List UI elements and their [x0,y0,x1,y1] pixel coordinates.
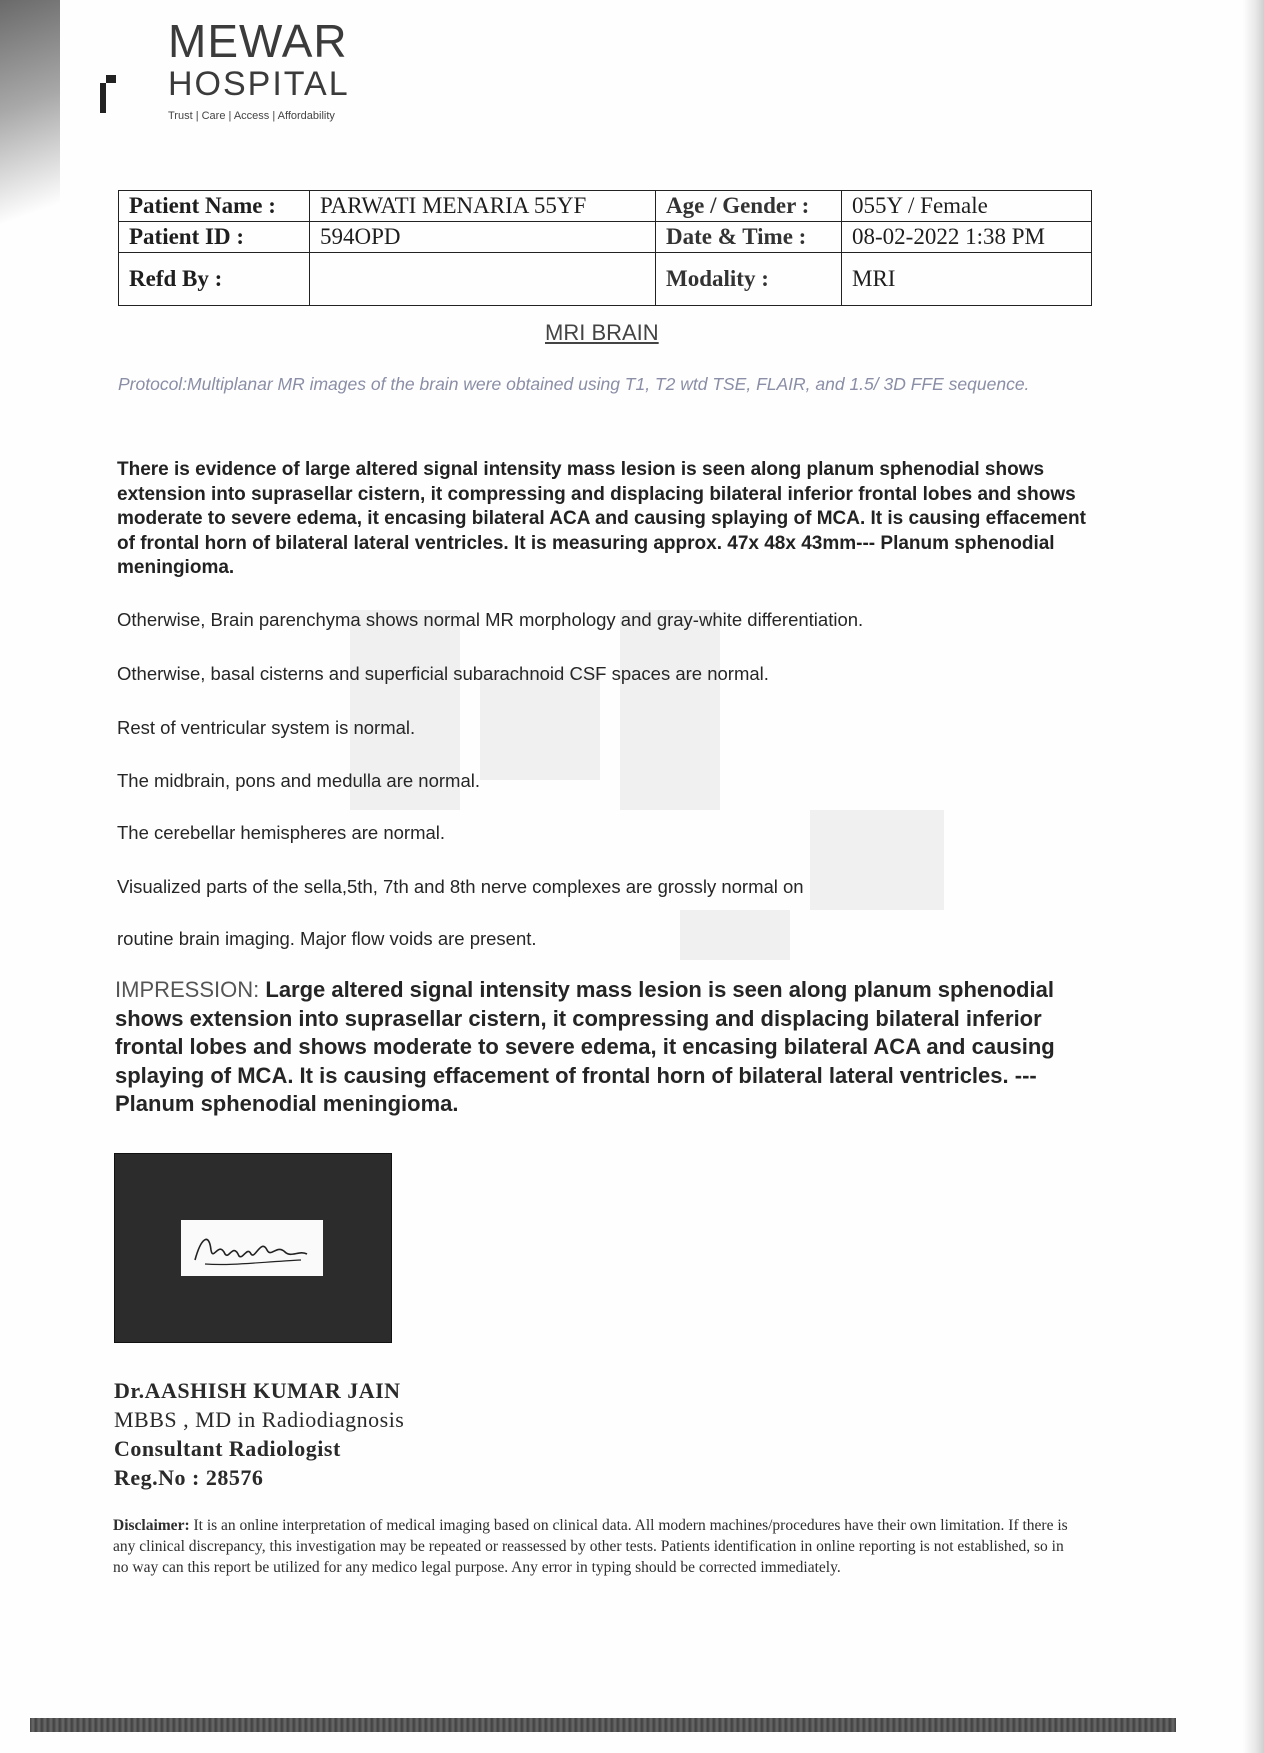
doctor-degree: MBBS , MD in Radiodiagnosis [114,1407,405,1432]
impression-text: Large altered signal intensity mass lesion is seen along planum sphenodial shows extension into suprasellar cistern, it compressing and displacing bilateral inferior frontal lobes and shows moderate to severe edema, it encasing bilateral ACA and causing splaying of MCA. It is causing effacement of frontal horn of bilateral lateral ventricles. --- Planum sphenodial meningioma. [115,977,1055,1116]
scan-bottom-band [30,1718,1176,1732]
finding-line: Visualized parts of the sella,5th, 7th and 8th nerve complexes are grossly normal on [117,876,804,897]
finding-line: Otherwise, basal cisterns and superficial subarachnoid CSF spaces are normal. [117,663,769,684]
findings-paragraph: There is evidence of large altered signal intensity mass lesion is seen along planum sphenodial shows extension into suprasellar cistern, it compressing and displacing bilateral inferior frontal lobes and shows moderate to severe edema, it encasing bilateral ACA and causing splaying of MCA. It is causing effacement of frontal horn of bilateral lateral ventricles. It is measuring approx. 47x 48x 43mm--- Planum sphenodial meningioma. [117,459,1086,578]
doctor-name: Dr.AASHISH KUMAR JAIN [114,1378,401,1403]
disclaimer-label: Disclaimer: [113,1517,190,1534]
scan-shadow [0,0,60,260]
doctor-details [114,1376,404,1492]
impression-label: IMPRESSION: [115,977,260,1002]
protocol-text: Protocol:Multiplanar MR images of the brain were obtained using T1, T2 wtd TSE, FLAIR, and 1.5/ 3D FFE sequence. [118,374,1030,394]
finding-line: Otherwise, Brain parenchyma shows normal MR morphology and gray-white differentiation. [117,609,864,630]
finding-line: routine brain imaging. Major flow voids are present. [117,928,537,949]
report-title: MRI BRAIN [545,320,659,345]
age-gender-label: Age / Gender : [656,191,842,222]
age-gender-value: 055Y / Female [842,191,1092,222]
logo-mark [100,65,130,115]
finding-line: The midbrain, pons and medulla are normal. [117,770,480,791]
logo-name-line2: HOSPITAL [168,65,350,103]
logo-tagline: Trust | Care | Access | Affordability [168,110,335,122]
table-row [119,222,1092,253]
hospital-logo [168,15,350,122]
patient-id-value: 594OPD [310,222,656,253]
date-time-label: Date & Time : [656,222,842,253]
refd-by-value [310,253,656,306]
impression-block [115,976,1095,1119]
modality-label: Modality : [656,253,842,306]
signature-card [181,1220,323,1276]
patient-name-value: PARWATI MENARIA 55YF [310,191,656,222]
patient-id-label: Patient ID : [119,222,310,253]
date-time-value: 08-02-2022 1:38 PM [842,222,1092,253]
patient-name-label: Patient Name : [119,191,310,222]
table-row [119,191,1092,222]
finding-line: The cerebellar hemispheres are normal. [117,822,446,843]
signature-image [114,1153,392,1343]
handwritten-signature [181,1220,323,1276]
disclaimer [113,1515,1083,1578]
disclaimer-text: It is an online interpretation of medical imaging based on clinical data. All modern machines/procedures have their own limitation. If there is any clinical discrepancy, this investigation may be repeated or reassessed by other tests. Patients identification in online reporting is not established, so in no way can this report be utilized for any medico legal purpose. Any error in typing should be corrected immediately. [113,1517,1068,1576]
modality-value: MRI [842,253,1092,306]
patient-info-table [118,190,1092,306]
table-row [119,253,1092,306]
doctor-reg-number: Reg.No : 28576 [114,1465,264,1490]
finding-line: Rest of ventricular system is normal. [117,717,416,738]
refd-by-label: Refd By : [119,253,310,306]
scan-edge [1242,0,1264,1753]
doctor-title: Consultant Radiologist [114,1436,341,1461]
logo-name-line1: MEWAR [168,15,348,67]
